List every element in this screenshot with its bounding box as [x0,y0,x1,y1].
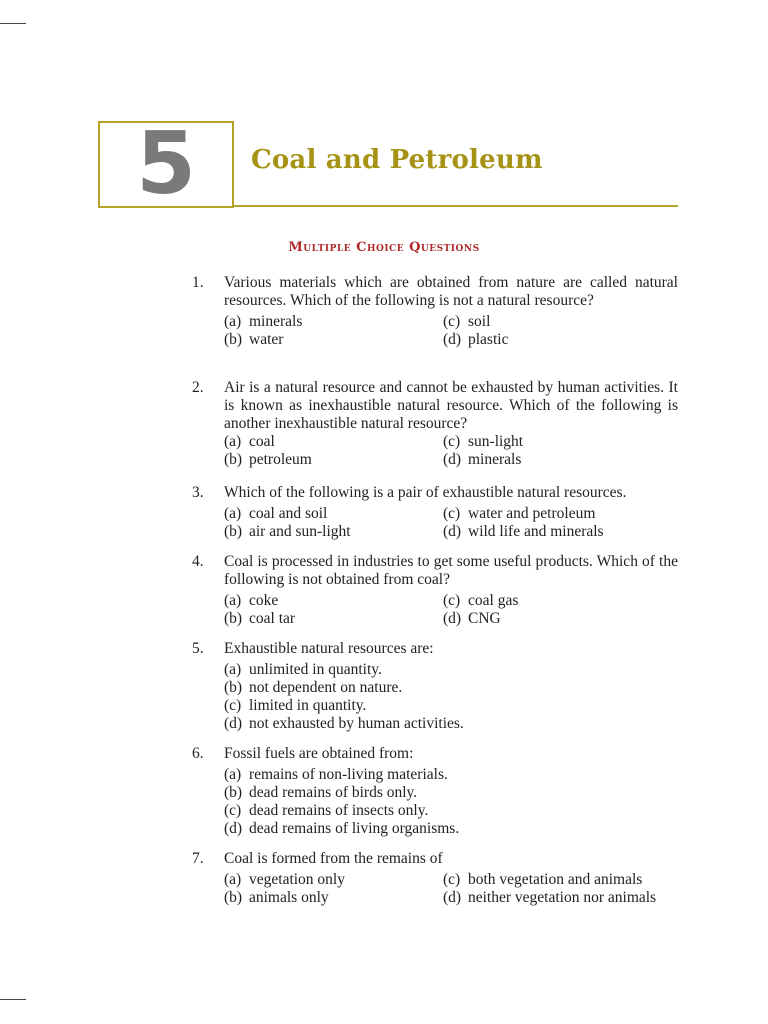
question-text: Coal is processed in industries to get some useful products. Which of the following is not obtained from coal? [224,553,678,588]
option-a: (a) minerals [224,313,303,330]
option-d: (d) neither vegetation nor animals [443,889,657,906]
option-c: (c) limited in quantity. [224,697,367,714]
question-5 [192,640,678,733]
question-3 [192,484,678,541]
option-a: (a) remains of non-living materials. [224,766,448,783]
question-text: Coal is formed from the remains of [224,850,443,867]
option-b: (b) air and sun-light [224,523,351,540]
options [224,766,678,838]
option-c: (c) soil [443,313,491,330]
option-c: (c) both vegetation and animals [443,871,643,888]
question-text: Fossil fuels are obtained from: [224,745,414,762]
option-a: (a) unlimited in quantity. [224,661,382,678]
option-d: (d) dead remains of living organisms. [224,820,460,837]
options [224,871,678,907]
question-2 [192,379,678,469]
chapter-number-box [98,114,234,214]
options [224,433,678,469]
option-d: (d) wild life and minerals [443,523,604,540]
option-b: (b) petroleum [224,451,312,468]
question-number: 3. [192,484,204,501]
chapter-title-rule [232,205,678,207]
question-number: 5. [192,640,204,657]
question-text: Which of the following is a pair of exhaustible natural resources. [224,484,627,501]
question-number: 6. [192,745,204,762]
question-4 [192,553,678,628]
option-d: (d) plastic [443,331,509,348]
question-number: 4. [192,553,204,570]
section-title: Multiple Choice Questions [288,240,480,255]
option-a: (a) coal [224,433,275,450]
option-c: (c) sun-light [443,433,524,450]
question-text: Various materials which are obtained from nature are called natural resources. Which of the following is not a natural resource? [224,274,678,309]
crop-mark-bottom [0,999,26,1000]
crop-mark-top [0,23,26,24]
question-6 [192,745,678,838]
options [224,592,678,628]
question-text: Exhaustible natural resources are: [224,640,434,657]
option-b: (b) animals only [224,889,329,906]
option-c: (c) coal gas [443,592,519,609]
option-a: (a) coal and soil [224,505,328,522]
options [224,313,678,349]
option-c: (c) water and petroleum [443,505,596,522]
option-a: (a) coke [224,592,279,609]
question-number: 7. [192,850,204,867]
chapter-title: Coal and Petroleum [251,145,543,175]
options [224,661,678,733]
option-d: (d) not exhausted by human activities. [224,715,464,732]
question-number: 1. [192,274,204,291]
question-1 [192,274,678,349]
option-b: (b) not dependent on nature. [224,679,403,696]
option-d: (d) CNG [443,610,501,627]
option-c: (c) dead remains of insects only. [224,802,429,819]
question-number: 2. [192,379,204,396]
option-b: (b) dead remains of birds only. [224,784,418,801]
option-d: (d) minerals [443,451,522,468]
question-7 [192,850,678,907]
options [224,505,678,541]
question-text: Air is a natural resource and cannot be exhausted by human activities. It is known as inexhaustible natural resource. Which of the following is another inexhaustible natural resource? [224,379,678,432]
option-b: (b) coal tar [224,610,296,627]
option-b: (b) water [224,331,284,348]
option-a: (a) vegetation only [224,871,345,888]
chapter-number: 5 [136,114,196,214]
